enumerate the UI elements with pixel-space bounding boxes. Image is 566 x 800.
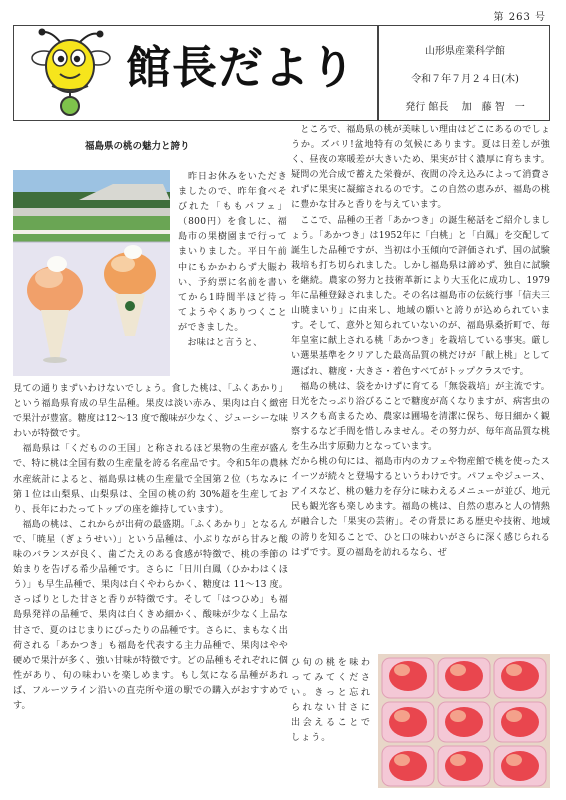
article-closing <box>291 656 371 747</box>
article-column-left <box>13 382 288 714</box>
paragraph-1-continued: お味はと言うと、 <box>178 338 263 349</box>
paragraph-8: だから桃の旬には、福島市内のカフェや物産館で桃を使ったスイーツが続々と登場するというわけです。パフェやジュース、アイスなど、桃の魅力を存分に味わえるメニューが並び、地元民も観光客も楽しめます。福島の桃は、自然の恵みと人の情熱が融合した「果実の芸術」。その背景にある歴史や技術、地域の誇りを知ることで、ひと口の味わいがさらに深く感じられるはずです。夏の福島を訪れるなら、ぜ <box>291 457 550 558</box>
paragraph-3: 福島県は「くだものの王国」と称されるほど果物の生産が盛んで、特に桃は全国有数の生産量を誇る名産品です。令和5年の農林水産統計によると、福島県は桃の生産量で全国第２位（ちなみに第１位は山梨県、山梨県は、全国の桃の約 30%超を生産しており、長年にわたってトップの座を維持しています）。 <box>13 444 288 515</box>
issue-date: 令和７年７月２４日(木) <box>411 74 519 85</box>
publisher: 発行 館長 加 藤 智 一 <box>405 102 525 113</box>
paragraph-6: ここで、品種の王者「あかつき」の誕生秘話をご紹介しましょう。「あかつき」は1952年に「白桃」と「白鳳」を交配して誕生した品種ですが、当初は小玉傾向で評価されず、国の試験栽培も打ち切られました。しかし福島県は諦めず、独自に試験を継続。農家の努力と技術革新により大玉化に成功し、1979年に品種登録されました。その名は福島市の伝統行事「信夫三山暁まいり」に由来し、地域の願いと誇りが込められています。そして、意外と知られていないのが、福島県桑折町で、毎年皇室に献上される桃「あかつき」を栽培している事実。厳しい選果基準をクリアした最高品質の桃だけが「献上桃」として選ばれ、糖度・大きさ・着色すべてがトップクラスです。 <box>291 215 550 377</box>
header-box <box>13 25 550 121</box>
header-info <box>380 26 550 120</box>
article-title: 福島県の桃の魅力と誇り <box>85 141 190 152</box>
paragraph-7: 福島の桃は、袋をかけずに育てる「無袋栽培」が主流です。日光をたっぷり浴びることで糖度が高くなりますが、病害虫のリスクも高まるため、農家は圃場を清潔に保ち、毎日細かく観察するなど手間を惜しみません。その努力が、毎年高品質な桃を生み出す原動力となっています。 <box>291 381 550 452</box>
issue-number: 第 263 号 <box>493 12 546 23</box>
peach-parfait-photo <box>13 170 170 376</box>
museum-name: 山形県産業科学館 <box>425 46 505 57</box>
paragraph-1: 昨日お休みをいただきましたので、昨年食べそびれた「ももパフェ」（800円）を食しに、福島市の果樹園まで行ってまいりました。平日午前中にもかかわらず大賑わい、予約票に名前を書いてから1時間半ほど待ってようやくありつくことができました。 <box>178 172 287 333</box>
article-column-top <box>178 170 287 351</box>
paragraph-5: ところで、福島県の桃が美味しい理由はどこにあるのでしょうか。ズバリ!盆地特有の気候にあります。夏は日差しが強く、昼夜の寒暖差が大きいため、果実が甘く濃厚に育ちます。疑問の光合成で蓄えた栄養が、夜間の冷え込みによって消費されずに果実に凝縮されるのです。この自然の恵みが、福島の桃に豊かな甘みと香りを与えています。 <box>291 125 550 211</box>
paragraph-9: ひ旬の桃を味わってみてください。きっと忘れられない甘さに出会えることでしょう。 <box>291 658 371 744</box>
peaches-box-photo <box>378 654 550 788</box>
paragraph-2: 見ての通りまずいわけないでしょう。食した桃は、「ふくあかり」という福島県育成の早生品種。果皮は淡い赤み、果肉は白く緻密で果汁が豊富。糖度は12～13 度で酸味が少なく、ジューシーな味わいが特徴です。 <box>13 384 288 440</box>
bee-mascot-icon <box>30 28 114 118</box>
header-divider <box>377 26 379 120</box>
newsletter-title: 館長だより <box>126 41 357 94</box>
paragraph-4: 福島の桃は、これからが出荷の最盛期。「ふくあかり」となるんで、「暁星（ぎょうせい）」という品種は、小ぶりながら甘みと酸味のバランスが良く、歯ごたえのある食感が特徴で、桃の季節の始まりを告げる希少品種です。さらに「日川白鳳（ひかわはくほう）」も早生品種で、果肉は白くやわらかく、糖度は 11～13 度。さっぱりとした甘さと香りが特徴です。そして「はつひめ」も福島県発祥の品種で、果肉は白くきめ細かく、酸味が少なく上品な甘さで、夏のはじまりにぴったりの品種です。さらに、まもなく出荷される「あかつき」も福島を代表する主力品種で、果肉はやや硬めで果汁が多く、強い甘味が特徴です。どの品種もそれぞれに個性があり、旬の味わいを楽しめます。もし気になる品種があれば、フルーツライン沿いの直売所や道の駅での購入がおすすめです。 <box>13 519 288 711</box>
article-column-right <box>291 123 550 561</box>
